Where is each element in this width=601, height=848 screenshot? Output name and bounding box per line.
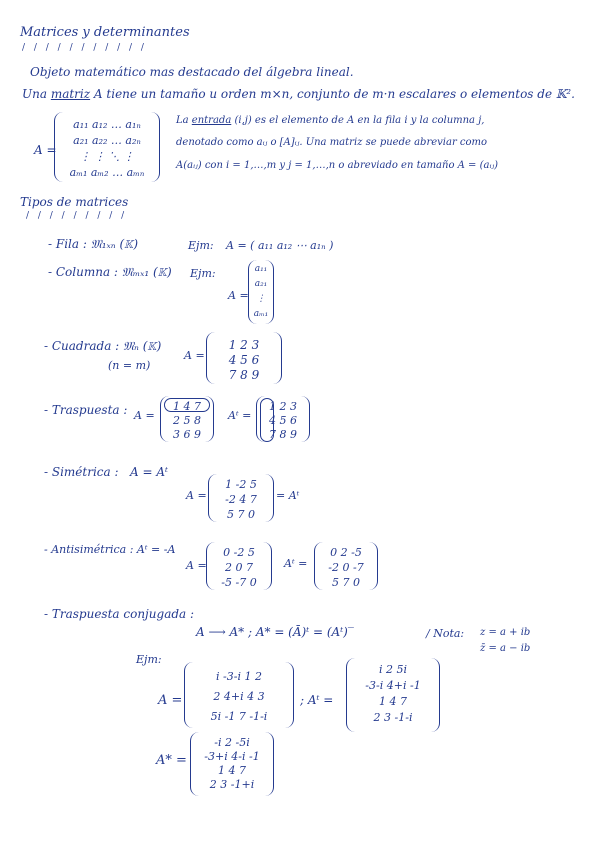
type-traspuesta-lhs-t: Aᵗ = (228, 409, 252, 422)
conjugada-matrix-A (184, 662, 294, 728)
type-columna-label: - Columna : 𝔐ₘₓ₁ (𝕂) (48, 265, 172, 279)
entry-def-line-1 (176, 116, 484, 126)
highlighted-row-marker (164, 398, 210, 412)
page-title: Matrices y determinantes (20, 25, 190, 40)
type-columna-example-label: Ejm: (190, 267, 216, 280)
antisimetrica-t-matrix-row: -2 0 -7 (328, 561, 364, 574)
type-conjugada-example-label: Ejm: (136, 653, 162, 666)
type-antisimetrica-label: - Antisimétrica : Aᵗ = -A (44, 543, 176, 556)
nota-line-1: z = a + ib (480, 627, 531, 638)
type-cuadrada-lhs: A = (184, 349, 205, 362)
intro-line-2-post: A tiene un tamaño u orden m×n, conjunto de m·n escalares o elementos de 𝕂². (93, 87, 575, 101)
traspuesta-t-matrix-row: 4 5 6 (269, 414, 297, 427)
generic-matrix-label: A = (34, 143, 57, 157)
nota-label: / Nota: (426, 627, 465, 640)
antisimetrica-t-matrix-row: 0 2 -5 (330, 546, 362, 559)
title-underline: / / / / / / / / / / / (22, 43, 147, 53)
antisimetrica-t-matrix (314, 542, 378, 590)
type-antisimetrica-lhs-t: Aᵗ = (284, 557, 308, 570)
traspuesta-t-matrix-row: 7 8 9 (269, 428, 297, 441)
antisimetrica-t-matrix-row: 5 7 0 (332, 576, 360, 589)
entry-def-post: (i,j) es el elemento de A en la fila i y la columna j, (234, 115, 485, 126)
entry-def-line-3: A(aᵢⱼ) con i = 1,…,m y j = 1,…,n o abreviado en tamaño A = (aᵢⱼ) (176, 160, 499, 171)
conjugada-matrix-At-row: -3-i 4+i -1 (365, 679, 421, 692)
traspuesta-matrix-row: 1 4 7 (173, 400, 201, 413)
columna-matrix-row: a₁₁ (254, 264, 268, 274)
conjugada-matrix-A-row: i -3-i 1 2 (216, 670, 262, 683)
entry-def-term: entrada (191, 115, 232, 126)
conjugada-matrix-At-row: 2 3 -1-i (373, 711, 413, 724)
type-antisimetrica-lhs: A = (186, 559, 207, 572)
intro-line-2-pre: Una (22, 87, 47, 101)
columna-matrix-row: aₘ₁ (253, 309, 269, 319)
antisimetrica-matrix (206, 542, 272, 590)
type-conjugada-lhs: A = (158, 693, 183, 708)
highlighted-column-marker (260, 398, 274, 442)
cuadrada-matrix (206, 332, 282, 384)
intro-term-matriz: matriz (50, 87, 91, 101)
types-heading: Tipos de matrices (20, 195, 129, 209)
conjugada-matrix-At-row: 1 4 7 (379, 695, 407, 708)
type-conjugada-lhs-t: ; Aᵗ = (300, 693, 334, 707)
type-fila-label: - Fila : 𝔐₁ₓₙ (𝕂) (48, 237, 139, 251)
columna-matrix (248, 260, 274, 324)
conjugada-matrix-A-row: 2 4+i 4 3 (213, 690, 265, 703)
type-cuadrada-condition: (n = m) (108, 359, 151, 372)
conjugada-matrix-At (346, 658, 440, 732)
conjugada-matrix-Astar-row: -3+i 4-i -1 (204, 750, 260, 763)
traspuesta-matrix-row: 2 5 8 (173, 414, 201, 427)
columna-matrix-row: a₂₁ (254, 279, 268, 289)
type-fila-example: A = ( a₁₁ a₁₂ ⋯ a₁ₙ ) (226, 239, 334, 252)
type-simetrica-lhs: A = (186, 489, 207, 502)
type-traspuesta-lhs: A = (134, 409, 155, 422)
traspuesta-matrix-row: 3 6 9 (173, 428, 201, 441)
conjugada-matrix-Astar (190, 732, 274, 796)
entry-def-line-2: denotado como aᵢⱼ o [A]ᵢⱼ. Una matriz se puede abreviar como (176, 137, 488, 148)
generic-matrix-row: ⋮ ⋮ ⋱ ⋮ (79, 150, 135, 163)
simetrica-matrix (208, 474, 274, 522)
type-conjugada-label: - Traspuesta conjugada : (44, 607, 195, 621)
generic-matrix-row: a₂₁ a₂₂ … a₂ₙ (73, 134, 141, 147)
cuadrada-matrix-row: 1 2 3 (228, 338, 260, 352)
type-columna-lhs: A = (228, 289, 249, 302)
simetrica-matrix-row: 5 7 0 (227, 508, 255, 521)
conjugada-matrix-A-row: 5i -1 7 -1-i (210, 710, 268, 723)
traspuesta-t-matrix-row: 1 2 3 (269, 400, 297, 413)
conjugada-matrix-At-row: i 2 5i (378, 663, 408, 676)
cuadrada-matrix-row: 7 8 9 (228, 368, 260, 382)
generic-matrix (54, 112, 160, 182)
nota-line-2: z̄ = a − ib (480, 643, 531, 654)
intro-line-2 (22, 88, 575, 100)
columna-matrix-row: ⋮ (256, 294, 266, 304)
conjugada-matrix-Astar-row: -i 2 -5i (214, 736, 250, 749)
type-traspuesta-label: - Traspuesta : (44, 403, 128, 417)
type-conjugada-definition: A ⟶ A* ; A* = (Ā)ᵗ = (Aᵗ)‾ (196, 625, 354, 639)
intro-line-1: Objeto matemático mas destacado del álgebra lineal. (30, 65, 354, 79)
type-cuadrada-label: - Cuadrada : 𝔐ₙ (𝕂) (44, 339, 162, 353)
type-conjugada-lhs-star: A* = (156, 753, 187, 768)
antisimetrica-matrix-row: -5 -7 0 (221, 576, 257, 589)
generic-matrix-row: aₘ₁ aₘ₂ … aₘₙ (69, 166, 145, 179)
cuadrada-matrix-row: 4 5 6 (228, 353, 260, 367)
type-simetrica-rhs: = Aᵗ (276, 489, 300, 502)
type-simetrica-condition: A = Aᵗ (130, 465, 168, 479)
simetrica-matrix-row: 1 -2 5 (225, 478, 257, 491)
antisimetrica-matrix-row: 0 -2 5 (223, 546, 255, 559)
type-simetrica-label: - Simétrica : (44, 465, 119, 479)
type-fila-example-label: Ejm: (188, 239, 214, 252)
entry-def-pre: La (176, 115, 189, 126)
antisimetrica-matrix-row: 2 0 7 (225, 561, 253, 574)
generic-matrix-row: a₁₁ a₁₂ … a₁ₙ (73, 118, 141, 131)
types-heading-underline: / / / / / / / / / (26, 211, 128, 221)
simetrica-matrix-row: -2 4 7 (225, 493, 257, 506)
conjugada-matrix-Astar-row: 1 4 7 (218, 764, 246, 777)
conjugada-matrix-Astar-row: 2 3 -1+i (209, 778, 255, 791)
